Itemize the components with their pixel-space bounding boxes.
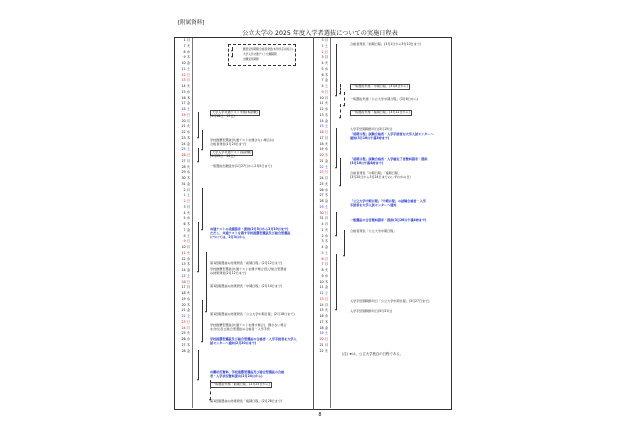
arrow-icon — [340, 158, 341, 186]
date-row: 25 火 — [319, 181, 328, 186]
event-recommend-no-test: 学校推薦型選抜(共通テストを課さない場合)の — [210, 138, 275, 142]
date-row: 22 火 — [319, 348, 328, 353]
date-row: 21 金 — [319, 158, 328, 163]
date-row: 12 水 — [181, 256, 190, 261]
event-recommend-no-test-2: 合格者発表(1月24日まで) — [210, 142, 247, 146]
legend-arrow-icon — [232, 47, 233, 51]
event-public-mid-deadline: 入学手続期間締切日「公立大学中期日程」(3月27日まで) — [350, 299, 430, 303]
date-row: 28 金 — [181, 348, 190, 353]
date-row: 1 土 — [183, 193, 190, 198]
left-date-column — [176, 38, 190, 354]
date-row: 16 日 — [181, 279, 190, 284]
date-row: 22 水 — [181, 130, 190, 134]
event-early-docs: 「前期日程」試験合格者・入学確定了者資料請求・提供 — [350, 157, 428, 161]
event-general-public-mid: 一般選抜実施「公立大学中期日程」(3月8日から) — [350, 97, 419, 101]
event-notify-center-2: 試センターへ通知(2月20日まで) — [210, 341, 257, 345]
date-row: 14 金 — [181, 268, 190, 272]
event-application-status: 出願状況資料、学校推薦型選抜及び総合型選抜の合格 — [210, 370, 285, 374]
date-row: 2 日 — [183, 199, 190, 203]
date-row: 6 木 — [183, 222, 190, 226]
date-row: 15 土 — [181, 273, 190, 278]
dashed-arrow-icon — [340, 84, 341, 94]
arrow-icon — [336, 212, 337, 236]
date-row: 10 木 — [319, 279, 328, 284]
date-row: 7 金 — [183, 227, 190, 232]
footnote: (注) ★は、公立大学独自の日程である。 — [342, 352, 404, 356]
legend-item: 大学入学共通テスト出願期間 — [243, 53, 277, 56]
event-enrollment-deadline: 入学手続期間締切日(3月15日) — [350, 127, 393, 131]
date-row: 31 月 — [319, 216, 328, 221]
date-row: 13 木 — [319, 112, 328, 117]
date-row: 9 木 — [183, 55, 190, 60]
date-row: 8 土 — [183, 233, 190, 238]
page-title: 公立大学の 2025 年度入学者選抜についての実施日程表 — [242, 30, 398, 37]
date-row: 26 水 — [319, 187, 328, 192]
legend-item: 出願受付期間 — [243, 58, 259, 61]
date-row: 11 火 — [181, 250, 190, 255]
legend-item: 願書受付期間/合格者発表(本学所定の掲示) — [243, 48, 293, 51]
event-score-request-3: については、2月3日から — [210, 235, 246, 239]
date-row: 27 木 — [319, 193, 328, 198]
event-first-stage-early: 第1段階選抜の結果発表「前期日程」(2月12日まで) — [210, 261, 283, 265]
event-score-request-2: ただし、共通テストを課す学校推薦型選抜及び総合型選抜 — [210, 231, 291, 235]
dashed-arrow-icon — [340, 104, 341, 118]
left-timeline-rule — [192, 38, 193, 408]
event-results-mid-late: 合格者発表「中期日程」「後期日程」 — [350, 171, 402, 175]
date-row: 28 火 — [181, 164, 190, 169]
event-early-notify: 「前期日程」試験合格者・入学手続者を大学入試センターへ — [350, 132, 434, 136]
arrow-icon — [336, 254, 337, 310]
event-early-notify-2: 通知(3月16日午後3時まで) — [350, 136, 390, 140]
date-row: 11 火 — [319, 101, 328, 106]
date-row: 26 水 — [181, 337, 190, 341]
date-row: 5 水 — [321, 66, 328, 71]
event-final-deadline: 入学手続期間締切日(3月31日) — [350, 309, 393, 313]
date-row: 27 月 — [181, 158, 190, 163]
date-row: 17 金 — [181, 101, 190, 106]
event-score-request: 共通テストの成績請求・提供(2月5日から2月10日まで) — [210, 227, 289, 231]
date-row: 24 金 — [181, 141, 190, 146]
event-first-stage-mid: 第1段階選抜の結果発表「中期日程」(2月14日まで) — [210, 284, 283, 288]
date-row: 15 土 — [319, 124, 328, 129]
event-general-application: 一般選抜出願受付(1月27日から2月5日まで) — [210, 164, 272, 168]
date-row: 21 火 — [181, 124, 190, 129]
arrow-icon — [202, 188, 203, 230]
date-row: 11 土 — [181, 66, 190, 71]
date-row: 20 日 — [319, 337, 328, 341]
date-row: 12 土 — [319, 291, 328, 295]
event-public-mid-notify-2: 手続者を大学入試センターへ通知 — [350, 203, 397, 207]
date-row: 10 金 — [181, 61, 190, 65]
date-row: 20 月 — [181, 118, 190, 123]
date-row: 29 水 — [181, 170, 190, 175]
page-number: 8 — [318, 412, 322, 418]
date-row: 1 土 — [321, 43, 328, 48]
date-row: 1 火 — [321, 227, 328, 232]
date-row: 8 土 — [321, 84, 328, 88]
date-row: 6 日 — [321, 256, 328, 261]
date-row: 13 日 — [319, 296, 328, 301]
date-row: 4 月 — [321, 222, 328, 226]
arrow-icon — [344, 230, 345, 256]
date-row: 16 日 — [319, 130, 328, 134]
arrow-icon — [336, 128, 337, 168]
date-row: 13 月 — [181, 78, 190, 83]
event-recommend-results: 学校推薦型選抜(共通テストを課す場合)、課さない場合 — [210, 323, 287, 327]
date-row: 10 月 — [181, 245, 190, 249]
arrow-icon — [198, 222, 199, 272]
event-score-docs: 一般選抜の合否資料請求・提供(3月28日午後4時まで) — [350, 218, 427, 222]
date-row: 15 火 — [319, 308, 328, 313]
date-row: 19 土 — [319, 331, 328, 336]
date-row: 3 月 — [321, 55, 328, 60]
arrow-icon — [206, 252, 207, 312]
date-row: 10 月 — [319, 95, 328, 100]
date-row: 11 金 — [319, 285, 328, 290]
arrow-icon — [336, 44, 337, 96]
date-row: 23 日 — [181, 319, 190, 324]
legend — [228, 44, 296, 66]
date-row: 19 水 — [181, 296, 190, 301]
date-row: 24 月 — [181, 325, 190, 330]
right-date-column — [314, 38, 328, 354]
date-row: 2 水 — [321, 233, 328, 238]
date-row: 2 月 — [183, 187, 190, 192]
date-row: 16 水 — [319, 314, 328, 318]
date-row: 1 月 — [183, 38, 190, 42]
date-row: 18 火 — [181, 291, 190, 295]
date-row: 21 月 — [319, 342, 328, 347]
arrow-icon — [198, 350, 199, 380]
right-timeline-rule — [330, 38, 331, 408]
event-results-public-mid: 合格者発表「公立大学中期日程」 — [350, 229, 397, 233]
date-row: 28 金 — [319, 199, 328, 203]
date-row: 4 火 — [321, 61, 328, 65]
date-row: 9 水 — [321, 273, 328, 278]
dashed-arrow-icon — [344, 92, 345, 106]
date-row: 5 土 — [321, 250, 328, 255]
date-row: 19 日 — [181, 112, 190, 117]
event-recommend-with-test-2: の結果発表(2月12日まで) — [210, 271, 247, 275]
date-row: 8 水 — [183, 49, 190, 54]
date-row: 16 木 — [181, 95, 190, 100]
event-public-mid-notify: 「公立大学中期日程」「中期日程」の試験合格者・入学 — [350, 199, 426, 203]
date-row: 12 水 — [319, 107, 328, 111]
date-row: 18 火 — [319, 141, 328, 146]
event-common-test-dates: (1月18日・19日) — [210, 114, 235, 118]
date-row: 18 土 — [181, 107, 190, 111]
event-application-status-2: 者・入学状況資料提出(2月24日から) — [210, 374, 263, 378]
date-row: 24 月 — [319, 176, 328, 180]
date-row: 8 火 — [321, 268, 328, 272]
arrow-icon — [202, 130, 203, 150]
date-row: 14 金 — [319, 118, 328, 123]
event-recommend-results-2: を含む)及び総合型選抜の合格者・入学手続 — [210, 327, 270, 331]
date-row: 7 火 — [183, 43, 190, 48]
date-row: 5 水 — [183, 216, 190, 221]
date-row: 14 月 — [319, 302, 328, 307]
arrow-icon — [198, 112, 199, 138]
event-results-early: 合格者発表「前期日程」(3月1日から3月10日まで) — [350, 42, 422, 46]
event-general-mid: 一般選抜実施「中期日程」(3月8日から) — [352, 84, 408, 88]
event-results-mid-late-2: (3月20日から3月24日までのいずれかの日) — [350, 175, 411, 179]
date-row: 7 月 — [321, 262, 328, 267]
event-early-docs-2: (3月16日午後4時まで) — [350, 161, 384, 165]
date-row: 17 木 — [319, 319, 328, 324]
date-row: 20 木 — [181, 302, 190, 307]
event-first-stage-late: 第1段階選抜の結果発表「後期日程」(2月28日まで) — [210, 399, 283, 403]
date-row: 23 木 — [181, 135, 190, 140]
date-row: 13 木 — [181, 262, 190, 267]
date-row: 4 火 — [183, 210, 190, 215]
date-row: 22 土 — [319, 164, 328, 169]
date-row: 2 日 — [321, 49, 328, 54]
arrow-icon — [202, 300, 203, 342]
arrow-icon — [198, 148, 199, 162]
date-row: 14 火 — [181, 84, 190, 88]
date-row: 9 日 — [321, 89, 328, 94]
event-first-stage-public-mid: 第1段階選抜の結果発表「公立大学中期日程」(2月18日まで) — [210, 312, 295, 316]
event-general-early: 一般選抜実施「前期日程」(2月25日から) — [212, 382, 270, 386]
date-row: 19 水 — [319, 147, 328, 152]
date-row: 23 日 — [319, 170, 328, 175]
date-row: 25 火 — [181, 331, 190, 336]
date-row: 15 水 — [181, 89, 190, 94]
event-notify-center: 学校推薦型選抜及び総合型選抜の合格者・入学手続者を大学入 — [210, 337, 297, 341]
date-row: 6 木 — [321, 72, 328, 77]
date-row: 31 金 — [181, 181, 190, 186]
date-row: 30 日 — [319, 210, 328, 215]
event-general-late: 一般選抜実施「後期日程」(3月12日から) — [352, 110, 410, 114]
date-row: 29 土 — [319, 204, 328, 209]
date-row: 7 金 — [321, 78, 328, 83]
attachment-label: [附属資料] — [178, 20, 205, 26]
event-common-test-makeup: 大学入学共通テスト(追試験) — [212, 150, 252, 154]
event-common-test-makeup-dates: (1月25日・26日) — [210, 154, 235, 158]
date-row: 9 日 — [183, 239, 190, 244]
date-row: 3 月 — [321, 38, 328, 42]
date-row: 20 木 — [319, 153, 328, 157]
date-row: 25 土 — [181, 147, 190, 152]
event-common-test: 大学入学共通テスト実施(本試験) — [212, 110, 258, 114]
date-row: 26 日 — [181, 153, 190, 157]
date-row: 3 月 — [183, 204, 190, 209]
event-recommend-with-test: 学校推薦型選抜(共通テストを課す場合)及び総合型選抜 — [210, 267, 287, 271]
legend-dashed-arrow-icon — [232, 53, 233, 57]
date-row: 17 月 — [319, 135, 328, 140]
date-row: 4 金 — [321, 245, 328, 249]
date-row: 27 木 — [181, 342, 190, 347]
date-row: 3 木 — [321, 239, 328, 244]
date-row: 30 木 — [181, 176, 190, 180]
date-row: 17 月 — [181, 285, 190, 290]
date-row: 22 土 — [181, 314, 190, 318]
date-row: 12 日 — [181, 72, 190, 77]
date-row: 21 金 — [181, 308, 190, 313]
date-row: 18 金 — [319, 325, 328, 330]
